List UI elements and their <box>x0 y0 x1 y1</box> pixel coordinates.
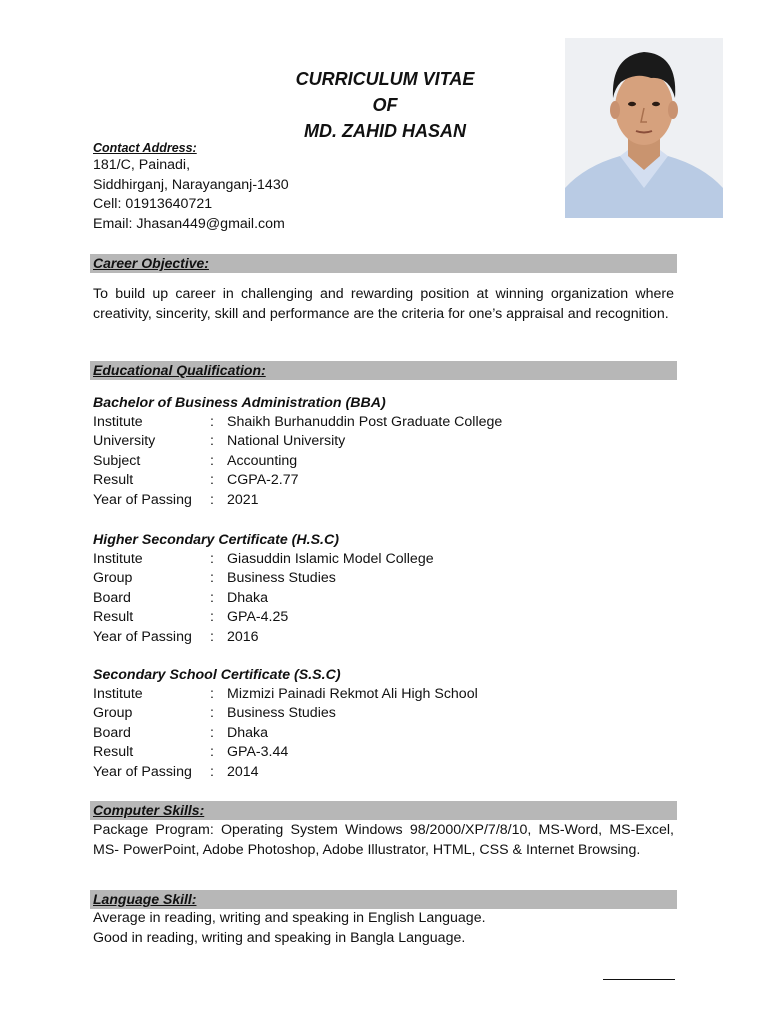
row-key: Result <box>93 609 134 626</box>
row-colon: : <box>210 433 214 450</box>
row-colon: : <box>210 724 214 741</box>
section-bar-computer <box>90 801 677 820</box>
row-key: Year of Passing <box>93 628 192 645</box>
section-bar-language <box>90 890 677 909</box>
row-colon: : <box>210 609 214 626</box>
row-key: Institute <box>93 414 143 430</box>
degree-details-bba <box>93 413 653 510</box>
row-colon: : <box>210 570 214 587</box>
table-row <box>93 628 653 647</box>
row-value: CGPA-2.77 <box>227 472 299 489</box>
degree-details-hsc <box>93 550 653 647</box>
title-line-1: CURRICULUM VITAE <box>295 69 475 89</box>
table-row <box>93 569 653 588</box>
contact-email: Email: Jhasan449@gmail.com <box>93 215 285 232</box>
table-row <box>93 608 653 627</box>
career-objective-text: To build up career in challenging and rewarding position at winning organization where creativity, sincerity, skill and performance are the criteria for one’s appraisal and recognition. <box>93 286 674 322</box>
row-value: Business Studies <box>227 705 336 722</box>
row-value: GPA-4.25 <box>227 609 289 626</box>
language-line: Average in reading, writing and speaking in English Language. <box>93 910 486 926</box>
contact-phone: Cell: 01913640721 <box>93 196 213 212</box>
title-line-3: MD. ZAHID HASAN <box>304 121 466 141</box>
computer-skills-text: Package Program: Operating System Windows 98/2000/XP/7/8/10, MS-Word, MS-Excel, MS- PowerPoint, Adobe Photoshop, Adobe Illustrator, HTML, CSS & Internet Browsing. <box>93 822 674 858</box>
row-colon: : <box>210 589 214 606</box>
row-colon: : <box>210 763 214 780</box>
row-key: Institute <box>93 686 143 702</box>
row-value: Shaikh Burhanuddin Post Graduate College <box>227 414 503 430</box>
row-key: Group <box>93 570 133 587</box>
table-row <box>93 471 653 490</box>
row-key: Institute <box>93 551 143 567</box>
row-key: Group <box>93 705 133 722</box>
row-value: Dhaka <box>227 589 269 606</box>
row-key: Board <box>93 724 131 741</box>
table-row <box>93 743 653 762</box>
table-row <box>93 432 653 451</box>
table-row <box>93 724 653 743</box>
row-key: Subject <box>93 452 141 469</box>
row-value: 2014 <box>227 763 259 780</box>
row-key: Board <box>93 589 131 606</box>
table-row <box>93 685 653 704</box>
row-value: Accounting <box>227 452 298 469</box>
row-colon: : <box>210 551 214 567</box>
contact-line: 181/C, Painadi, <box>93 157 191 173</box>
section-bar-career <box>90 254 677 273</box>
section-bar-education <box>90 361 677 380</box>
section-heading-language: Language Skill: <box>93 891 197 907</box>
contact-label: Contact Address: <box>93 141 197 155</box>
row-colon: : <box>210 452 214 469</box>
row-key: Result <box>93 744 134 761</box>
row-key: Year of Passing <box>93 763 192 780</box>
row-value: Mizmizi Painadi Rekmot Ali High School <box>227 686 478 702</box>
title-line-2: OF <box>372 95 398 115</box>
degree-details-ssc <box>93 685 653 782</box>
row-value: Giasuddin Islamic Model College <box>227 551 434 567</box>
row-colon: : <box>210 744 214 761</box>
row-key: University <box>93 433 156 450</box>
row-value: 2021 <box>227 491 259 508</box>
table-row <box>93 550 653 569</box>
section-heading-career: Career Objective: <box>93 255 209 271</box>
row-value: Business Studies <box>227 570 336 587</box>
document-title <box>230 66 540 144</box>
contact-address <box>93 140 289 234</box>
row-colon: : <box>210 686 214 702</box>
table-row <box>93 452 653 471</box>
row-value: National University <box>227 433 346 450</box>
table-row <box>93 413 653 432</box>
degree-title-ssc: Secondary School Certificate (S.S.C) <box>93 667 341 683</box>
language-skills <box>93 909 674 948</box>
section-heading-computer: Computer Skills: <box>93 802 205 818</box>
row-value: GPA-3.44 <box>227 744 289 761</box>
row-key: Result <box>93 472 134 489</box>
table-row <box>93 704 653 723</box>
table-row <box>93 491 653 510</box>
degree-title-bba: Bachelor of Business Administration (BBA) <box>93 395 386 411</box>
profile-photo <box>565 38 723 218</box>
table-row <box>93 589 653 608</box>
row-colon: : <box>210 705 214 722</box>
row-value: Dhaka <box>227 724 269 741</box>
row-key: Year of Passing <box>93 491 192 508</box>
language-line: Good in reading, writing and speaking in Bangla Language. <box>93 929 466 946</box>
row-colon: : <box>210 491 214 508</box>
row-value: 2016 <box>227 628 259 645</box>
row-colon: : <box>210 628 214 645</box>
row-colon: : <box>210 414 214 430</box>
degree-title-hsc: Higher Secondary Certificate (H.S.C) <box>93 532 339 548</box>
section-heading-education: Educational Qualification: <box>93 362 266 378</box>
row-colon: : <box>210 472 214 489</box>
table-row <box>93 763 653 782</box>
contact-line: Siddhirganj, Narayanganj-1430 <box>93 176 289 193</box>
signature-line <box>603 979 675 980</box>
